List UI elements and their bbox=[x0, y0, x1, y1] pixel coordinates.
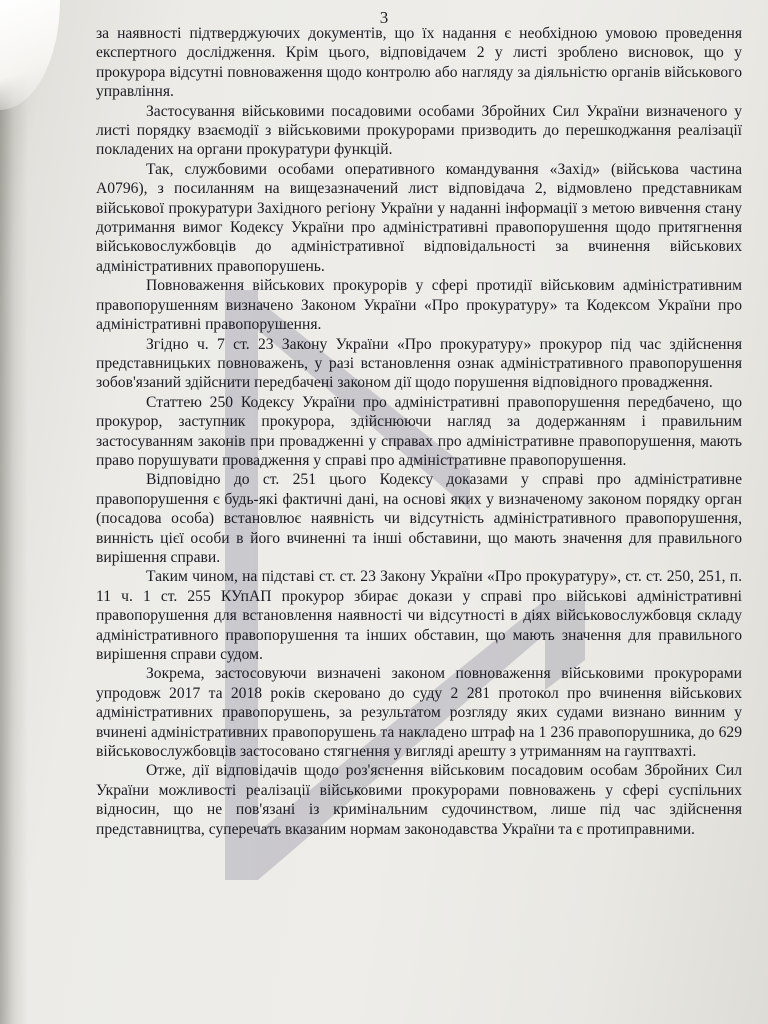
document-body bbox=[96, 24, 742, 839]
paragraph-4: Повноваження військових прокурорів у сфері протидії військовим адміністративним правопорушенням визначено Законом України «Про прокуратуру» та Кодексом України про адміністративні правопорушення. bbox=[96, 277, 742, 334]
paragraph-5: Згідно ч. 7 ст. 23 Закону України «Про прокуратуру» прокурор під час здійснення представницьких повноважень, у разі встановлення ознак адміністративного правопорушення зобов'язаний здійснити передбачені законом дії щодо порушення відповідного провадження. bbox=[96, 335, 742, 392]
paragraph-1: за наявності підтверджуючих документів, що їх надання є необхідною умовою проведення експертного дослідження. Крім цього, відповідачем 2 у листі зроблено висновок, що у прокурора відсутні повноваження щодо контролю або нагляду за діяльністю органів військового управління. bbox=[96, 25, 742, 101]
paragraph-3: Так, службовими особами оперативного командування «Захід» (військова частина А0796), з посиланням на вищезазначений лист відповідача 2, відмовлено представникам військової прокуратури Західного регіону України у наданні інформації з метою вивчення стану дотримання вимог Кодексу України про адміністративні правопорушення щодо притягнення військовослужбовців до адміністративної відповідальності за вчинення військових адміністративних правопорушень. bbox=[96, 160, 742, 275]
paragraph-2: Застосування військовими посадовими особами Збройних Сил України визначеного у листі порядку взаємодії з військовими прокурорами призводить до перешкоджання реалізації покладених на органи прокуратури функцій. bbox=[96, 102, 742, 159]
paragraph-8: Таким чином, на підставі ст. ст. 23 Закону України «Про прокуратуру», ст. ст. 250, 251, п. 11 ч. 1 ст. 255 КУпАП прокурор збирає докази у справі про військові адміністративні правопорушення для встановлення наявності чи відсутності в діях військовослужбовця складу адміністративного правопорушення та інших обставин, що мають значення для правильного вирішення справи судом. bbox=[96, 568, 742, 663]
paragraph-6: Статтею 250 Кодексу України про адміністративні правопорушення передбачено, що прокурор, заступник прокурора, здійснюючи нагляд за додержанням і правильним застосуванням законів при провадженні у справах про адміністративне правопорушення, мають право порушувати провадження у справі про адміністративне правопорушення. bbox=[96, 393, 742, 469]
paragraph-10: Отже, дії відповідачів щодо роз'яснення військовим посадовим особам Збройних Сил України можливості реалізації військовими прокурорами повноважень у сфері суспільних відносин, що не пов'язані із кримінальним судочинством, лише під час здійснення представництва, суперечать вказаним нормам законодавства України та є протиправними. bbox=[96, 762, 742, 838]
paragraph-7: Відповідно до ст. 251 цього Кодексу доказами у справі про адміністративне правопорушення є будь-які фактичні дані, на основі яких у визначеному законом порядку орган (посадова особа) встановлює наявність чи відсутність адміністративного правопорушення, винність цієї особи в його вчиненні та інші обставини, що мають значення для правильного вирішення справи. bbox=[96, 471, 742, 566]
paragraph-9: Зокрема, застосовуючи визначені законом повноваження військовими прокурорами упродовж 2017 та 2018 років скеровано до суду 2 281 протокол про вчинення військових адміністративних правопорушень, за результатом розгляду яких судами визнано винним у вчинені адміністративних правопорушень та накладено штраф на 1 236 правопорушника, до 629 військовослужбовців застосовано стягнення у вигляді арешту з утриманням на гауптвахті. bbox=[96, 665, 742, 761]
page-number: 3 bbox=[379, 8, 389, 27]
